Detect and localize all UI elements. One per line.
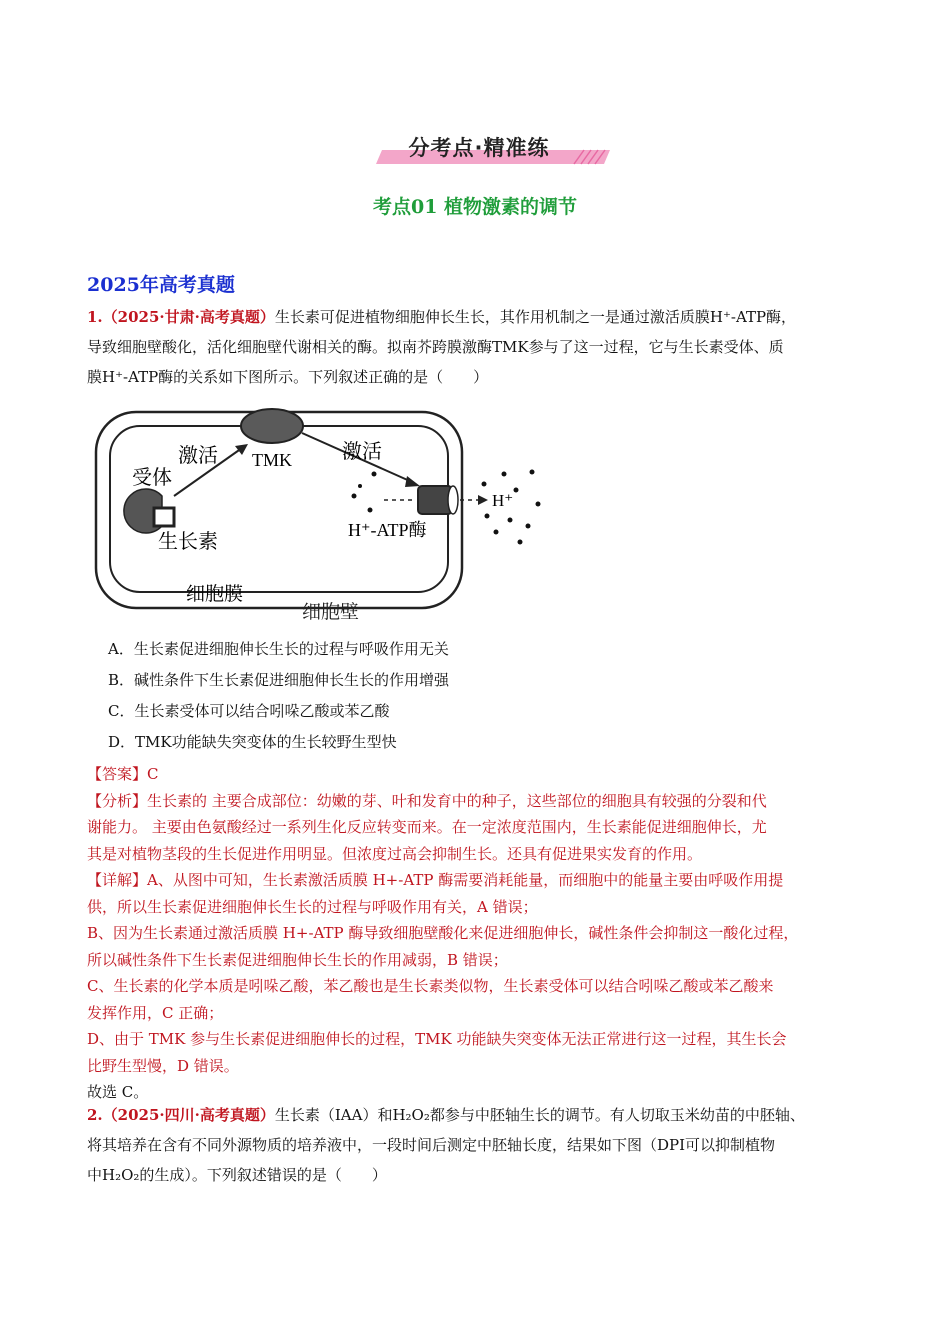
label-activate-2: 激活 [342, 441, 382, 463]
cell-diagram [92, 408, 552, 626]
question-text-line: 膜H⁺-ATP酶的关系如下图所示。下列叙述正确的是（ ） [87, 368, 489, 386]
analysis-line: 【分析】生长素的 主要合成部位：幼嫩的芽、叶和发育中的种子，这些部位的细胞具有较强的分裂和代 [87, 791, 767, 810]
question-text-line: 导致细胞壁酸化，活化细胞壁代谢相关的酶。拟南芥跨膜激酶TMK参与了这一过程，它与生长素受体、质 [87, 338, 784, 356]
question-1-stem [87, 302, 867, 392]
h-ions-inside [352, 472, 377, 513]
question-source: （2025·甘肃·高考真题） [102, 308, 275, 326]
arrow-head [405, 476, 420, 487]
question-text-line: 中H₂O₂的生成）。下列叙述错误的是（ ） [87, 1166, 387, 1184]
tmk-shape [241, 409, 303, 443]
label-wall: 细胞壁 [302, 602, 360, 623]
label-membrane: 细胞膜 [186, 584, 244, 605]
detail-line: 故选 C。 [87, 1083, 149, 1101]
analysis-line: 谢能力。 主要由色氨酸经过一系列生化反应转变而来。在一定浓度范围内，生长素能促进细胞伸长，尤 [87, 818, 767, 836]
option-c: C．生长素受体可以结合吲哚乙酸或苯乙酸 [108, 702, 390, 720]
detail-line: 【详解】A、从图中可知，生长素激活质膜 H+-ATP 酶需要消耗能量，而细胞中的能量主要由呼吸作用提 [87, 871, 784, 889]
arrow-head [235, 444, 248, 455]
answer-line: 【答案】C [87, 765, 159, 783]
label-atpase: H⁺-ATP酶 [348, 520, 427, 540]
question-text-line: 生长素（IAA）和H₂O₂都参与中胚轴生长的调节。有人切取玉米幼苗的中胚轴、 [274, 1106, 805, 1124]
question-text-line: 将其培养在含有不同外源物质的培养液中，一段时间后测定中胚轴长度，结果如下图（DPI可以抑制植物 [87, 1136, 776, 1154]
answer-block [87, 761, 877, 1106]
detail-line: C、生长素的化学本质是吲哚乙酸，苯乙酸也是生长素类似物，生长素受体可以结合吲哚乙酸或苯乙酸来 [87, 977, 774, 995]
arrow-head [478, 495, 488, 505]
detail-line: 发挥作用，C 正确； [87, 1003, 224, 1022]
label-h-ion: H⁺ [492, 491, 514, 510]
question-number: 2. [87, 1106, 103, 1124]
question-source: （2025·四川·高考真题） [102, 1106, 275, 1124]
auxin-shape [154, 508, 174, 526]
detail-line: D、由于 TMK 参与生长素促进细胞伸长的过程，TMK 功能缺失突变体无法正常进行这一过程，其生长会 [87, 1030, 787, 1048]
label-auxin: 生长素 [158, 531, 218, 553]
analysis-line: 其是对植物茎段的生长促进作用明显。但浓度过高会抑制生长。还具有促进果实发育的作用。 [87, 844, 703, 863]
option-b: B．碱性条件下生长素促进细胞伸长生长的作用增强 [108, 671, 450, 689]
section-title: 2025年高考真题 [87, 274, 235, 296]
label-activate-1: 激活 [178, 445, 218, 467]
banner-label: 分考点·精准练 [408, 136, 550, 160]
detail-line: 比野生型慢，D 错误。 [87, 1056, 239, 1075]
section-banner [374, 128, 614, 172]
channel-opening [448, 486, 458, 514]
option-a: A．生长素促进细胞伸长生长的过程与呼吸作用无关 [108, 640, 449, 658]
question-2-stem [87, 1100, 867, 1190]
option-d: D．TMK功能缺失突变体的生长较野生型快 [108, 733, 397, 751]
question-number: 1. [87, 308, 103, 326]
question-text-line: 生长素可促进植物细胞伸长生长，其作用机制之一是通过激活质膜H⁺-ATP酶， [274, 308, 797, 326]
cell-diagram-svg [92, 408, 552, 626]
detail-line: 所以碱性条件下生长素促进细胞伸长生长的作用减弱，B 错误； [87, 950, 508, 969]
topic-title: 考点01 植物激素的调节 [372, 196, 578, 218]
detail-line: B、因为生长素通过激活质膜 H+-ATP 酶导致细胞壁酸化来促进细胞伸长，碱性条件会抑制这一酸化过程， [87, 924, 799, 942]
atpase-channel [418, 486, 452, 514]
label-tmk: TMK [252, 450, 292, 470]
detail-line: 供，所以生长素促进细胞伸长生长的过程与呼吸作用有关，A 错误； [87, 897, 538, 916]
label-receptor: 受体 [132, 467, 172, 489]
